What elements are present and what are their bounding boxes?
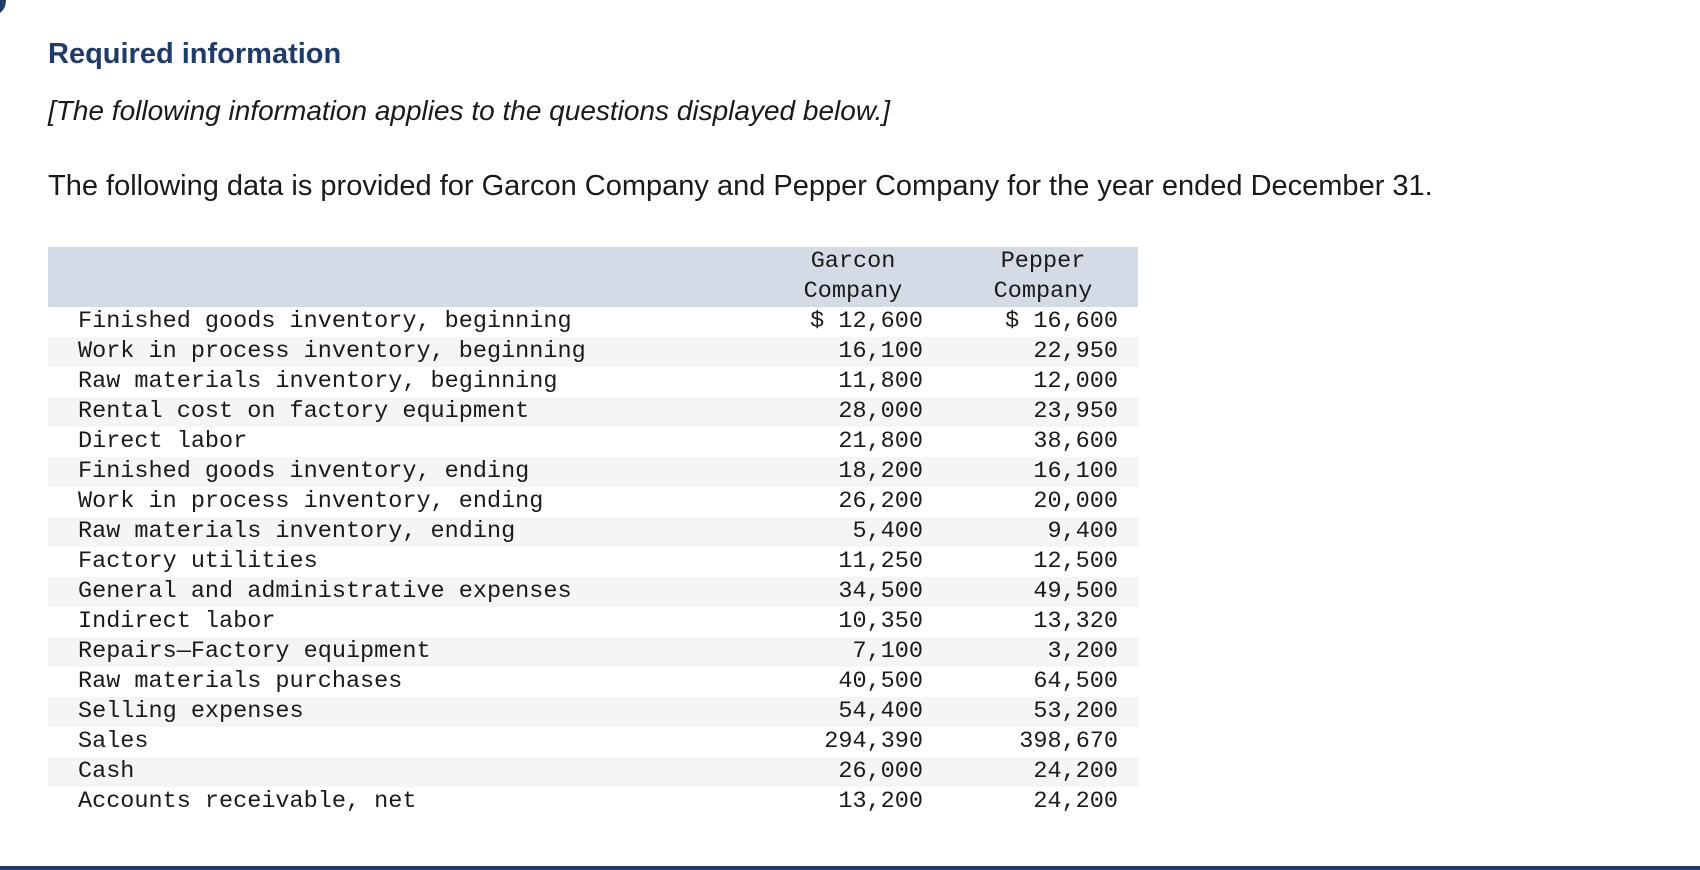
pepper-value: 24,200 [1033, 788, 1118, 815]
row-label: Cash [78, 758, 135, 785]
row-label: Direct labor [78, 428, 248, 455]
table-row [48, 397, 1138, 427]
garcon-value: 5,400 [852, 518, 923, 545]
garcon-value: 16,100 [838, 338, 923, 365]
garcon-value: 54,400 [838, 698, 923, 725]
header-pepper-company [948, 247, 1138, 307]
pepper-value: 12,000 [1033, 368, 1118, 395]
company-data-table [48, 247, 1138, 817]
problem-statement: The following data is provided for Garcon Company and Pepper Company for the year ended December 31. [48, 170, 1433, 202]
row-label: Accounts receivable, net [78, 788, 417, 815]
pepper-value: 23,950 [1033, 398, 1118, 425]
table-row [48, 697, 1138, 727]
corner-badge [0, 0, 6, 14]
garcon-value: 10,350 [838, 608, 923, 635]
header-garcon-line1: Garcon [810, 248, 896, 275]
row-label: Sales [78, 728, 149, 755]
table-header-row [48, 247, 1138, 307]
table-row [48, 457, 1138, 487]
table-row [48, 547, 1138, 577]
garcon-value: 11,250 [838, 548, 923, 575]
pepper-value: 9,400 [1047, 518, 1118, 545]
garcon-value: 11,800 [838, 368, 923, 395]
garcon-value: 28,000 [838, 398, 923, 425]
table-row [48, 577, 1138, 607]
pepper-value: 16,100 [1033, 458, 1118, 485]
pepper-value: 13,320 [1033, 608, 1118, 635]
pepper-value: 22,950 [1033, 338, 1118, 365]
pepper-value: 49,500 [1033, 578, 1118, 605]
pepper-value: 12,500 [1033, 548, 1118, 575]
row-label: Work in process inventory, beginning [78, 338, 586, 365]
table-row [48, 637, 1138, 667]
row-label: General and administrative expenses [78, 578, 572, 605]
row-label: Work in process inventory, ending [78, 488, 544, 515]
table-row [48, 607, 1138, 637]
pepper-value: 53,200 [1033, 698, 1118, 725]
garcon-value: $ 12,600 [810, 308, 923, 335]
table-row [48, 307, 1138, 337]
row-label: Raw materials purchases [78, 668, 403, 695]
garcon-value: 40,500 [838, 668, 923, 695]
row-label: Finished goods inventory, ending [78, 458, 530, 485]
garcon-value: 21,800 [838, 428, 923, 455]
table-row [48, 337, 1138, 367]
header-garcon-line2: Company [803, 278, 903, 305]
garcon-value: 26,000 [838, 758, 923, 785]
header-pepper-line1: Pepper [1000, 248, 1086, 275]
pepper-value: 398,670 [1019, 728, 1118, 755]
garcon-value: 13,200 [838, 788, 923, 815]
table-row [48, 667, 1138, 697]
row-label: Finished goods inventory, beginning [78, 308, 572, 335]
header-pepper-line2: Company [993, 278, 1093, 305]
row-label: Raw materials inventory, beginning [78, 368, 558, 395]
required-information-heading: Required information [48, 38, 342, 70]
table-row [48, 487, 1138, 517]
garcon-value: 26,200 [838, 488, 923, 515]
pepper-value: 3,200 [1047, 638, 1118, 665]
row-label: Factory utilities [78, 548, 318, 575]
pepper-value: 38,600 [1033, 428, 1118, 455]
garcon-value: 18,200 [838, 458, 923, 485]
header-garcon-company [758, 247, 948, 307]
row-label: Raw materials inventory, ending [78, 518, 516, 545]
table-row [48, 367, 1138, 397]
pepper-value: 24,200 [1033, 758, 1118, 785]
table-row [48, 427, 1138, 457]
table-row [48, 727, 1138, 757]
table-row [48, 517, 1138, 547]
pepper-value: 20,000 [1033, 488, 1118, 515]
garcon-value: 34,500 [838, 578, 923, 605]
garcon-value: 294,390 [824, 728, 923, 755]
table-row [48, 787, 1138, 817]
table-body [48, 307, 1138, 817]
header-label-cell [48, 247, 758, 307]
table-row [48, 757, 1138, 787]
row-label: Repairs—Factory equipment [78, 638, 431, 665]
row-label: Indirect labor [78, 608, 276, 635]
bottom-divider [0, 866, 1700, 870]
row-label: Rental cost on factory equipment [78, 398, 530, 425]
row-label: Selling expenses [78, 698, 304, 725]
pepper-value: $ 16,600 [1005, 308, 1118, 335]
intro-note: [The following information applies to the questions displayed below.] [48, 95, 891, 126]
garcon-value: 7,100 [852, 638, 923, 665]
pepper-value: 64,500 [1033, 668, 1118, 695]
